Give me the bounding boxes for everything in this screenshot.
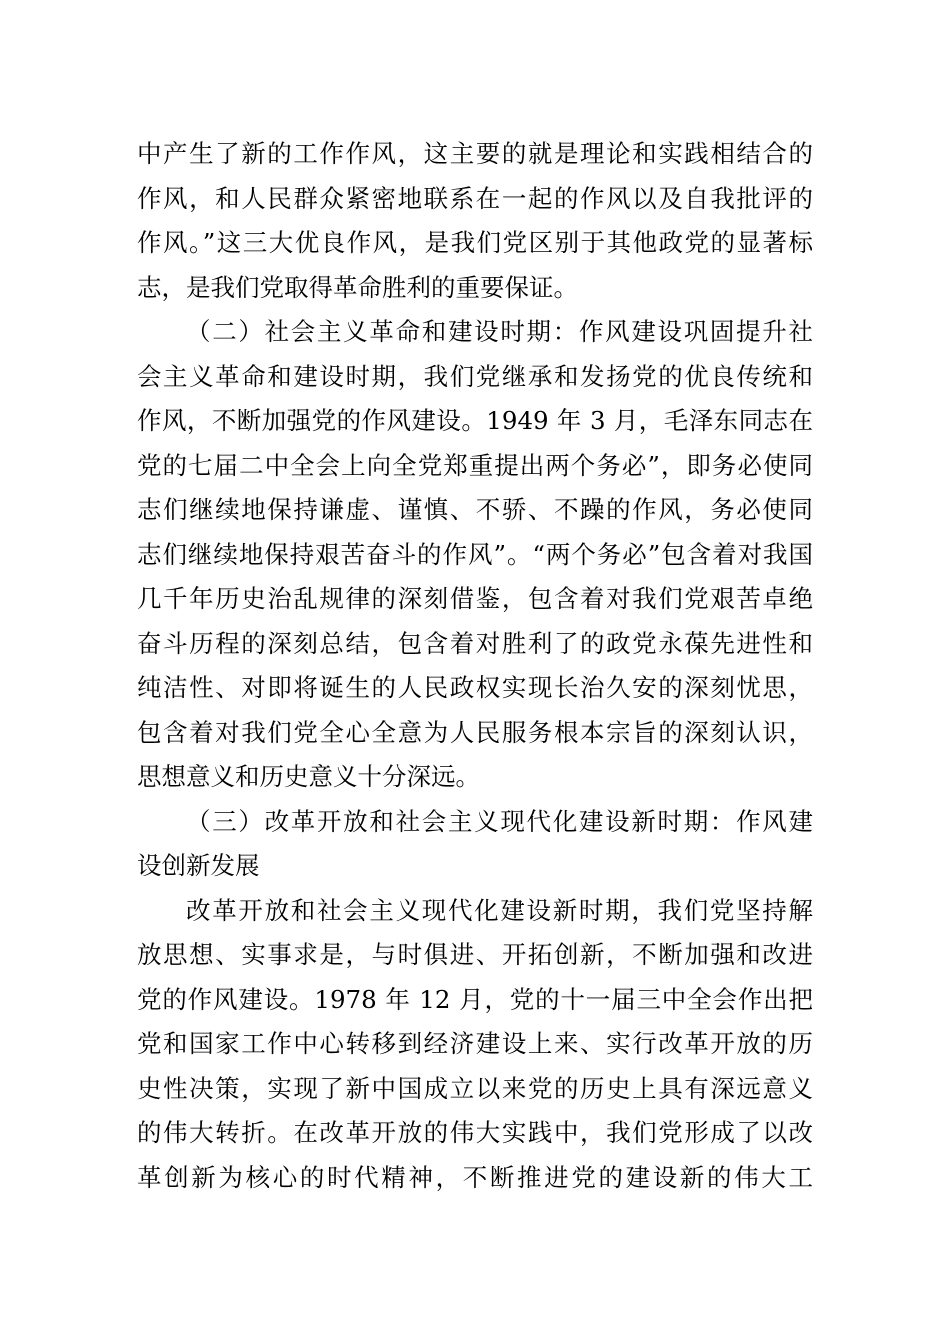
paragraph-3-section-heading	[137, 800, 813, 889]
paragraph-4	[137, 889, 813, 1201]
text-line: 设创新发展	[137, 851, 260, 880]
text-line: 会主义革命和建设时期，我们党继承和发扬党的优良传统和	[137, 361, 813, 391]
text-line: （二）社会主义革命和建设时期：作风建设巩固提升社	[186, 317, 813, 346]
text-line: 的伟大转折。在改革开放的伟大实践中，我们党形成了以改	[137, 1118, 813, 1147]
text-line: 包含着对我们党全心全意为人民服务根本宗旨的深刻认识，	[137, 717, 813, 747]
text-line: 放思想、实事求是，与时俱进、开拓创新，不断加强和改进	[137, 940, 813, 969]
text-line: 奋斗历程的深刻总结，包含着对胜利了的政党永葆先进性和	[137, 628, 813, 658]
text-line: 党和国家工作中心转移到经济建设上来、实行改革开放的历	[137, 1029, 813, 1058]
text-line: （三）改革开放和社会主义现代化建设新时期：作风建	[186, 806, 813, 836]
text-line: 革创新为核心的时代精神，不断推进党的建设新的伟大工	[137, 1162, 813, 1192]
text-line: 作风。”这三大优良作风，是我们党区别于其他政党的显著标	[137, 228, 813, 257]
text-line: 志，是我们党取得革命胜利的重要保证。	[137, 272, 578, 302]
text-line: 作风，不断加强党的作风建设。1949 年 3 月，毛泽东同志在	[137, 406, 813, 435]
text-line: 改革开放和社会主义现代化建设新时期，我们党坚持解	[186, 895, 813, 925]
text-line: 志们继续地保持艰苦奋斗的作风”。“两个务必”包含着对我国	[137, 539, 813, 569]
paragraph-1	[137, 132, 813, 310]
text-line: 思想意义和历史意义十分深远。	[137, 762, 480, 791]
text-line: 志们继续地保持谦虚、谨慎、不骄、不躁的作风，务必使同	[137, 495, 813, 524]
text-line: 纯洁性、对即将诞生的人民政权实现长治久安的深刻忧思，	[137, 673, 813, 702]
text-line: 党的作风建设。1978 年 12 月，党的十一届三中全会作出把	[137, 984, 813, 1014]
text-line: 作风，和人民群众紧密地联系在一起的作风以及自我批评的	[137, 183, 813, 213]
text-line: 中产生了新的工作作风，这主要的就是理论和实践相结合的	[137, 139, 813, 168]
body-text	[137, 132, 813, 1200]
text-line: 史性决策，实现了新中国成立以来党的历史上具有深远意义	[137, 1073, 813, 1103]
text-line: 党的七届二中全会上向全党郑重提出两个务必”，即务必使同	[137, 450, 813, 480]
paragraph-2-section-heading	[137, 310, 813, 800]
text-line: 几千年历史治乱规律的深刻借鉴，包含着对我们党艰苦卓绝	[137, 584, 813, 613]
